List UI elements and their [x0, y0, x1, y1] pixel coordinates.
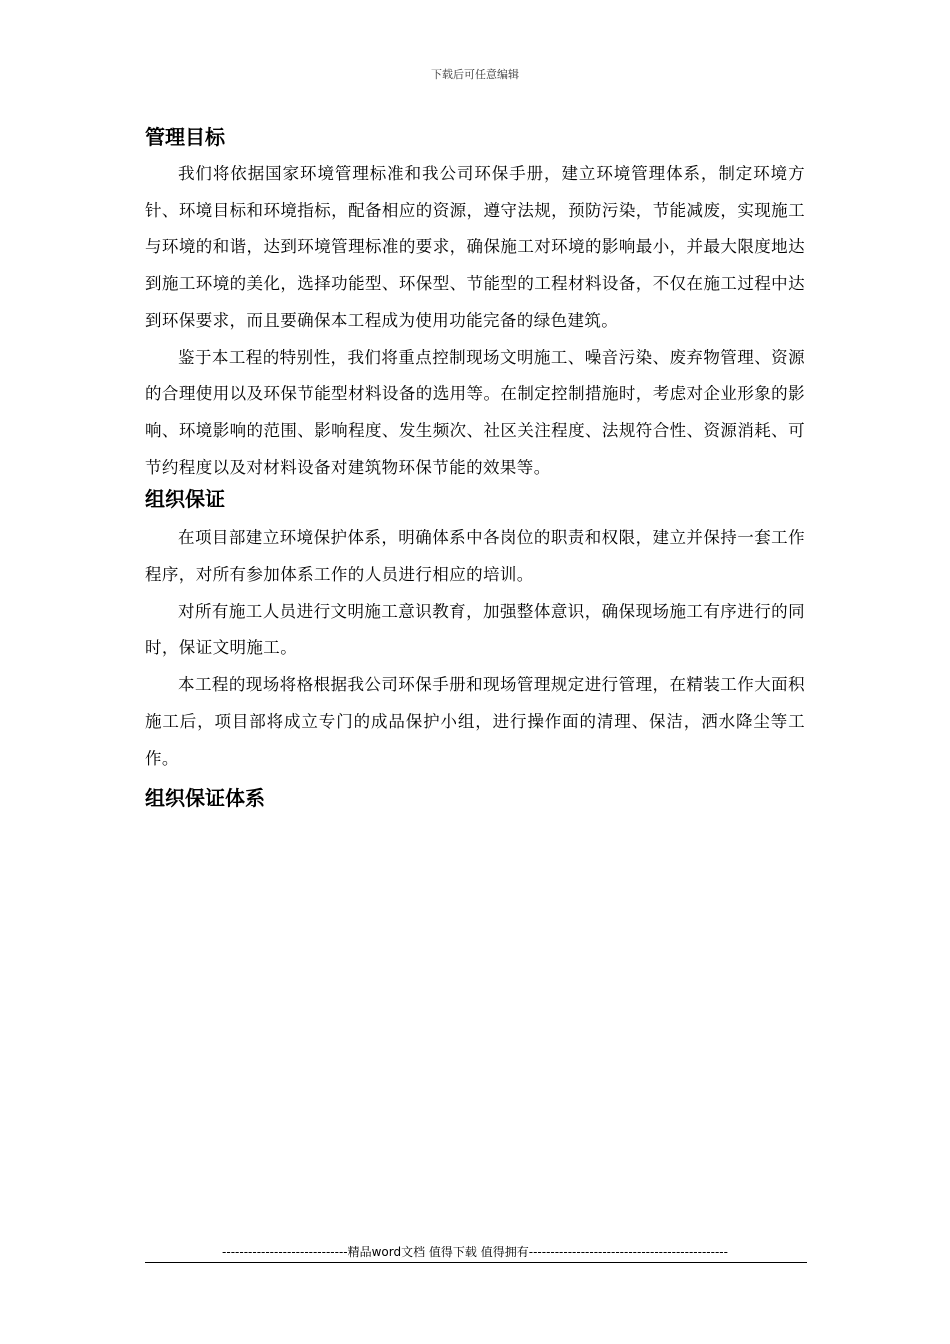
paragraph: 鉴于本工程的特别性，我们将重点控制现场文明施工、噪音污染、废弃物管理、资源的合理使用以及环保节能型材料设备的选用等。在制定控制措施时，考虑对企业形象的影响、环境影响的范围、影响程度、发生频次、社区关注程度、法规符合性、资源消耗、可节约程度以及对材料设备对建筑物环保节能的效果等。: [145, 347, 805, 477]
page-footer: -----------------------------精品word文档 值得下载 值得拥有----------------------------------------------: [222, 1245, 728, 1259]
paragraph: 我们将依据国家环境管理标准和我公司环保手册，建立环境管理体系，制定环境方针、环境目标和环境指标，配备相应的资源，遵守法规，预防污染，节能减废，实现施工与环境的和谐，达到环境管理标准的要求，确保施工对环境的影响最小，并最大限度地达到施工环境的美化，选择功能型、环保型、节能型的工程材料设备，不仅在施工过程中达到环保要求，而且要确保本工程成为使用功能完备的绿色建筑。: [145, 164, 805, 330]
paragraph: 本工程的现场将格根据我公司环保手册和现场管理规定进行管理，在精装工作大面积施工后，项目部将成立专门的成品保护小组，进行操作面的清理、保洁，洒水降尘等工作。: [145, 675, 805, 768]
section-heading-management-goal: 管理目标: [145, 125, 225, 149]
section-heading-organization-system: 组织保证体系: [145, 786, 265, 811]
section-heading-organization-guarantee: 组织保证: [145, 487, 225, 512]
document-body: [145, 122, 805, 815]
paragraph: 对所有施工人员进行文明施工意识教育，加强整体意识，确保现场施工有序进行的同时，保证文明施工。: [145, 601, 805, 658]
page-header-note: 下载后可任意编辑: [431, 68, 519, 81]
paragraph: 在项目部建立环境保护体系，明确体系中各岗位的职责和权限，建立并保持一套工作程序，对所有参加体系工作的人员进行相应的培训。: [145, 528, 805, 585]
footer-divider: [145, 1262, 807, 1263]
